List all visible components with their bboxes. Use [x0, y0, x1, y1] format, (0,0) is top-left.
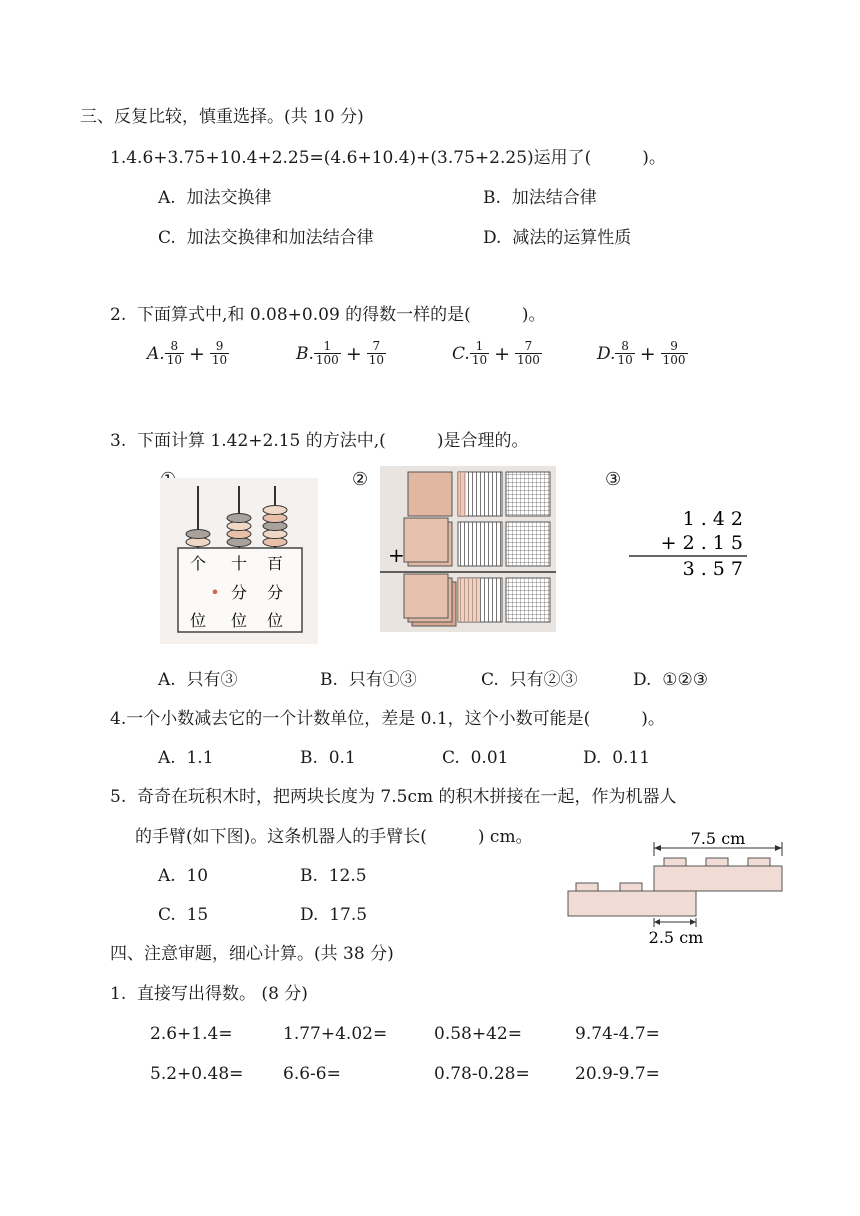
fraction-denominator: 10: [617, 353, 633, 367]
q1-option-b[interactable]: B. 加法结合律: [483, 188, 597, 208]
place-value-blocks-figure: [380, 466, 556, 632]
fraction-numerator: 7: [515, 340, 542, 354]
fraction-denominator: 10: [471, 353, 488, 367]
fraction-numerator: 9: [661, 340, 688, 354]
question-5: 5. 奇奇在玩积木时，把两块长度为 7.5cm 的积木拼接在一起，作为机器人: [110, 787, 677, 807]
vertical-addition-figure: [625, 505, 750, 585]
section-heading: 四、注意审题，细心计算。(共 38 分): [110, 944, 394, 964]
abacus-bead: [186, 530, 210, 539]
addend-1: 1 . 4 2: [682, 508, 743, 530]
question-2: 2. 下面算式中,和 0.08+0.09 的得数一样的是( )。: [110, 305, 546, 325]
fraction-numerator: 7: [367, 340, 386, 354]
plus-sign: +: [639, 342, 656, 365]
option-label: B.: [296, 343, 314, 364]
fraction-numerator: 9: [210, 340, 229, 354]
q5-option-b[interactable]: B. 12.5: [300, 866, 367, 886]
abacus-bead: [263, 506, 287, 515]
abacus-figure: [160, 478, 318, 644]
calc-item: 20.9-9.7=: [575, 1064, 660, 1084]
abacus-label: 位: [189, 611, 207, 630]
fraction-denominator: 10: [368, 353, 385, 367]
subsection-title: 1. 直接写出得数。 (8 分): [110, 984, 308, 1004]
calc-item: 5.2+0.48=: [150, 1064, 244, 1084]
fraction-denominator: 100: [517, 353, 540, 367]
fraction-denominator: 10: [211, 353, 228, 367]
q2-option-c[interactable]: [452, 340, 542, 367]
calc-item: 0.58+42=: [434, 1024, 522, 1044]
plus-sign: +: [494, 342, 511, 365]
plus-sign: +: [388, 543, 405, 567]
fraction-denominator: 10: [166, 353, 182, 367]
fraction-denominator: 100: [315, 353, 339, 367]
question-1: 1.4.6+3.75+10.4+2.25=(4.6+10.4)+(3.75+2.25)运用了( )。: [110, 148, 666, 168]
q1-option-a[interactable]: A. 加法交换律: [158, 188, 272, 208]
q1-option-c[interactable]: C. 加法交换律和加法结合律: [158, 228, 374, 248]
fraction-numerator: 8: [615, 340, 634, 354]
q4-option-b[interactable]: B. 0.1: [300, 748, 356, 768]
fraction-numerator: 1: [314, 340, 341, 354]
marker-2: ②: [352, 469, 369, 490]
plus-sign: +: [188, 342, 205, 365]
lego-bricks-figure: [560, 828, 790, 948]
q4-option-c[interactable]: C. 0.01: [442, 748, 509, 768]
q3-option-a[interactable]: A. 只有③: [158, 670, 238, 690]
sum-result: 3 . 5 7: [682, 558, 743, 580]
abacus-label: 个: [189, 554, 207, 573]
q2-option-d[interactable]: [597, 340, 688, 367]
q4-option-d[interactable]: D. 0.11: [583, 748, 651, 768]
question-3: 3. 下面计算 1.42+2.15 的方法中,( )是合理的。: [110, 431, 529, 451]
top-length-label: 7.5 cm: [690, 829, 746, 848]
abacus-label: 位: [266, 611, 284, 630]
q3-option-b[interactable]: B. 只有①③: [320, 670, 417, 690]
q5-option-c[interactable]: C. 15: [158, 905, 209, 925]
abacus-label: 分: [230, 583, 248, 602]
question-4: 4.一个小数减去它的一个计数单位，差是 0.1，这个小数可能是( )。: [110, 709, 665, 729]
calc-item: 1.77+4.02=: [283, 1024, 388, 1044]
plus-sign: +: [345, 342, 362, 365]
calc-item: 9.74-4.7=: [575, 1024, 660, 1044]
abacus-bead: [227, 514, 251, 523]
option-label: C.: [452, 343, 470, 364]
overlap-length-label: 2.5 cm: [648, 928, 704, 947]
option-label: D.: [597, 343, 616, 364]
q1-option-d[interactable]: D. 减法的运算性质: [483, 228, 632, 248]
marker-3: ③: [605, 469, 622, 490]
question-5-continued: 的手臂(如下图)。这条机器人的手臂长( ) cm。: [135, 827, 533, 847]
decimal-point: •: [210, 583, 220, 602]
fraction-numerator: 8: [165, 340, 184, 354]
abacus-label: 十: [230, 554, 248, 573]
abacus-label: 位: [230, 611, 248, 630]
abacus-label: 百: [266, 554, 284, 573]
calc-item: 2.6+1.4=: [150, 1024, 233, 1044]
section-heading: 三、反复比较，慎重选择。(共 10 分): [80, 107, 364, 127]
q4-option-a[interactable]: A. 1.1: [158, 748, 214, 768]
q2-option-b[interactable]: [296, 340, 386, 367]
option-label: A.: [147, 343, 165, 364]
q3-option-d[interactable]: D. ①②③: [633, 670, 708, 690]
q5-option-a[interactable]: A. 10: [158, 866, 209, 886]
q2-option-a[interactable]: [147, 340, 229, 367]
q5-option-d[interactable]: D. 17.5: [300, 905, 368, 925]
calc-item: 6.6-6=: [283, 1064, 341, 1084]
calc-item: 0.78-0.28=: [434, 1064, 530, 1084]
fraction-denominator: 100: [662, 353, 686, 367]
q3-option-c[interactable]: C. 只有②③: [481, 670, 578, 690]
abacus-label: 分: [266, 583, 284, 602]
addend-2: + 2 . 1 5: [660, 532, 743, 554]
fraction-numerator: 1: [470, 340, 489, 354]
